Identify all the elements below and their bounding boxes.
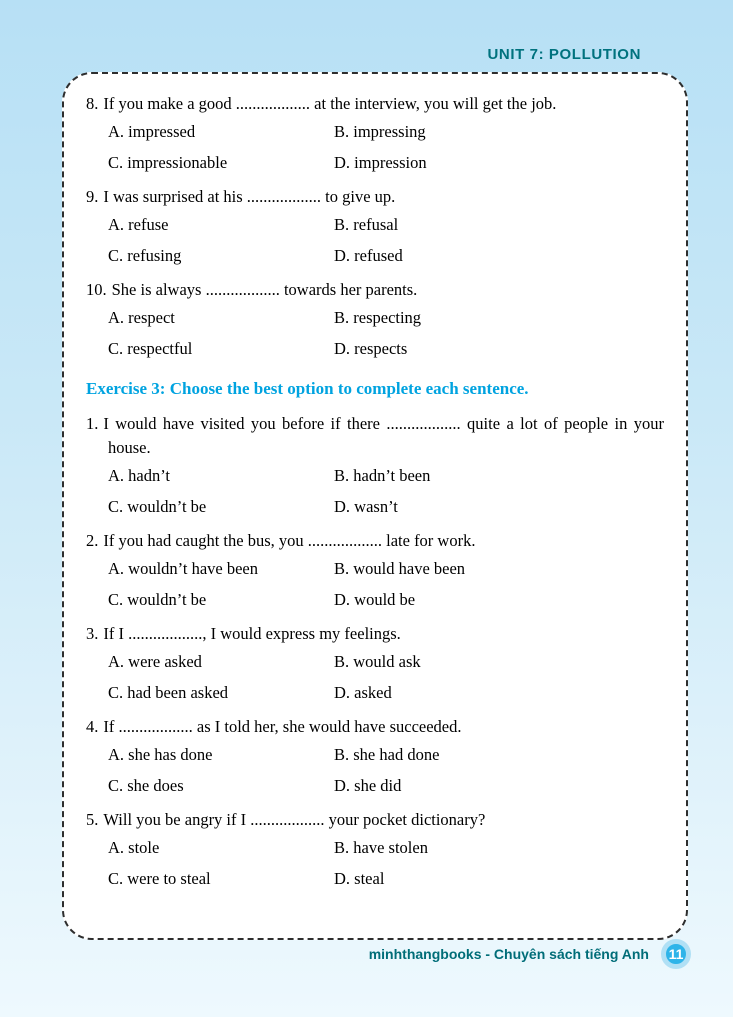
question-text: [86, 529, 664, 553]
page-number-badge: 11: [661, 939, 691, 969]
question-sentence: I was surprised at his .................. to give up.: [103, 187, 396, 206]
answer-option: C. refusing: [108, 246, 182, 265]
answer-option: A. stole: [108, 838, 160, 857]
answer-option: A. she has done: [108, 745, 213, 764]
answer-option: B. she had done: [334, 745, 440, 764]
question-text: [86, 278, 664, 302]
answer-option: B. have stolen: [334, 838, 428, 857]
answer-option: D. wasn’t: [334, 497, 398, 516]
answer-option: B. impressing: [334, 122, 426, 141]
question-number: 9.: [86, 187, 99, 206]
question-item: [86, 715, 664, 801]
question-number: 5.: [86, 810, 99, 829]
answer-option: A. hadn’t: [108, 466, 171, 485]
exercise3-questions-section: [86, 412, 664, 894]
question-item: [86, 92, 664, 178]
question-text: [86, 185, 664, 209]
answer-option: A. impressed: [108, 122, 196, 141]
options-grid: [108, 646, 664, 708]
answer-option: D. asked: [334, 683, 392, 702]
previous-exercise-questions-section: [86, 92, 664, 364]
question-item: [86, 808, 664, 894]
answer-option: C. she does: [108, 776, 184, 795]
answer-option: C. were to steal: [108, 869, 211, 888]
options-grid: [108, 302, 664, 364]
answer-option: B. hadn’t been: [334, 466, 431, 485]
answer-option: A. respect: [108, 308, 175, 327]
question-item: [86, 278, 664, 364]
publisher-text: minhthangbooks - Chuyên sách tiếng Anh: [368, 946, 649, 962]
question-sentence: I would have visited you before if there .................. quite a lot of people in your house.: [103, 414, 664, 457]
options-grid: [108, 460, 664, 522]
answer-option: A. were asked: [108, 652, 202, 671]
question-number: 8.: [86, 94, 99, 113]
question-text: [86, 715, 664, 739]
question-text: [86, 412, 664, 460]
question-sentence: If I .................., I would express my feelings.: [103, 624, 401, 643]
question-sentence: She is always .................. towards her parents.: [111, 280, 418, 299]
question-item: [86, 412, 664, 522]
footer: [0, 933, 733, 975]
question-sentence: Will you be angry if I .................. your pocket dictionary?: [103, 810, 486, 829]
answer-option: A. wouldn’t have been: [108, 559, 258, 578]
answer-option: C. impressionable: [108, 153, 228, 172]
answer-option: B. refusal: [334, 215, 399, 234]
answer-option: D. respects: [334, 339, 408, 358]
question-item: [86, 185, 664, 271]
answer-option: C. wouldn’t be: [108, 497, 207, 516]
question-text: [86, 808, 664, 832]
question-sentence: If you make a good .................. at the interview, you will get the job.: [103, 94, 557, 113]
question-number: 3.: [86, 624, 99, 643]
answer-option: C. had been asked: [108, 683, 229, 702]
answer-option: C. respectful: [108, 339, 193, 358]
question-item: [86, 622, 664, 708]
question-number: 1.: [86, 414, 99, 433]
answer-option: D. impression: [334, 153, 427, 172]
options-grid: [108, 832, 664, 894]
question-sentence: If you had caught the bus, you .................. late for work.: [103, 531, 476, 550]
answer-option: A. refuse: [108, 215, 169, 234]
question-number: 4.: [86, 717, 99, 736]
options-grid: [108, 553, 664, 615]
answer-option: D. would be: [334, 590, 416, 609]
question-sentence: If .................. as I told her, she would have succeeded.: [103, 717, 462, 736]
exercise3-title: Exercise 3: Choose the best option to complete each sentence.: [86, 379, 529, 398]
options-grid: [108, 739, 664, 801]
answer-option: B. would ask: [334, 652, 421, 671]
answer-option: B. respecting: [334, 308, 422, 327]
answer-option: D. steal: [334, 869, 385, 888]
question-text: [86, 92, 664, 116]
question-item: [86, 529, 664, 615]
answer-option: D. refused: [334, 246, 403, 265]
options-grid: [108, 116, 664, 178]
answer-option: C. wouldn’t be: [108, 590, 207, 609]
question-number: 10.: [86, 280, 107, 299]
content-box: [62, 72, 688, 940]
unit-header: UNIT 7: POLLUTION: [487, 46, 641, 63]
question-text: [86, 622, 664, 646]
options-grid: [108, 209, 664, 271]
answer-option: B. would have been: [334, 559, 466, 578]
question-number: 2.: [86, 531, 99, 550]
answer-option: D. she did: [334, 776, 402, 795]
